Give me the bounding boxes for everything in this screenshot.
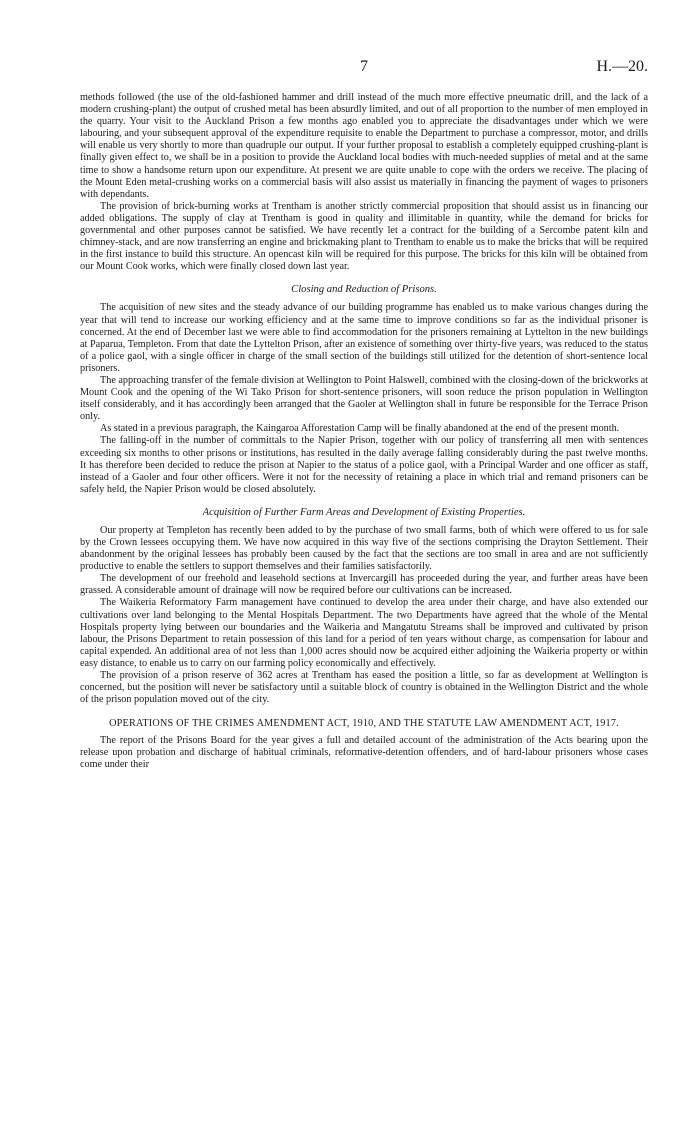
page-number: 7 [360, 58, 368, 75]
page-header [80, 58, 648, 80]
section-heading: OPERATIONS OF THE CRIMES AMENDMENT ACT, 1910, AND THE STATUTE LAW AMENDMENT ACT, 1917. [109, 718, 619, 730]
paragraph: As stated in a previous paragraph, the Kaingaroa Afforestation Camp will be finally abandoned at the end of the present month. [100, 423, 620, 435]
paragraph: The approaching transfer of the female division at Wellington to Point Halswell, combined with the closing-down of the brickworks at Mount Cook and the opening of the Wi Tako Prison for short-sentence prisoners, will soon reduce the prison population in Wellington itself considerably, and it has accordingly been arranged that the Gaoler at Wellington shall in future be responsible for the Terrace Prison only. [80, 374, 648, 423]
paragraph: The report of the Prisons Board for the year gives a full and detailed account of the administration of the Acts bearing upon the release upon probation and discharge of habitual criminals, reformative-detention offenders, and of hard-labour prisoners whose cases come under their [80, 734, 648, 770]
paragraph: The acquisition of new sites and the steady advance of our building programme has enabled us to make various changes during the year that will tend to increase our working efficiency and at the same time to improve conditions so far as the individual prisoner is concerned. At the end of December last we were able to find accommodation for the prisoners remaining at Lyttelton in the new buildings at Paparua, Templeton. From that date the Lyttelton Prison, after an existence of something over thirty-five years, was reduced to the status of a police gaol, with a single officer in charge of the small section of the buildings still utilized for the detention of short-sentence local prisoners. [80, 302, 648, 374]
paragraph: The Waikeria Reformatory Farm management have continued to develop the area under their charge, and have also extended our cultivations over land belonging to the Mental Hospitals Department. The two Departments have agreed that the whole of the Mental Hospitals property lying between our boundaries and the Waikeria and Mangatutu Streams shall be improved and cultivated by prison labour, the Prisons Department to retain possession of this land for a period of ten years without charge, as compensation for labour and capital expended. An additional area of not less than 1,000 acres should now be acquired either adjoining the Waikeria property or within easy distance, to enable us to carry on our farming policy economically and effectively. [80, 597, 648, 669]
section-heading: Closing and Reduction of Prisons. [291, 284, 437, 296]
paragraph: The provision of a prison reserve of 362 acres at Trentham has eased the position a little, so far as development at Wellington is concerned, but the position will never be satisfactory until a suitable block of country is obtained in the Wellington District and the whole of the prison population moved out of the city. [80, 670, 648, 706]
paragraph: methods followed (the use of the old-fashioned hammer and drill instead of the much more effective pneumatic drill, and the lack of a modern crushing-plant) the output of crushed metal has been absurdly limited, and out of all proportion to the number of men employed in the quarry. Your visit to the Auckland Prison a few months ago enabled you to appreciate the disadvantages under which we were labouring, and your subsequent approval of the expenditure requisite to enable the Department to purchase a compressor, motor, and drills will enable us very shortly to more than quadruple our output. If your further proposal to establish a completely equipped crushing-plant is finally given effect to, we shall be in a position to provide the Auckland local bodies with much-needed supplies of metal and at the same time to show a handsome return upon our expenditure. At present we are quite unable to cope with the orders we receive. The placing of the Mount Eden metal-crushing works on a commercial basis will also assist us materially in financing the payment of wages to prisoners with dependants. [80, 92, 648, 200]
document-body [80, 92, 648, 771]
paragraph: The falling-off in the number of committals to the Napier Prison, together with our policy of transferring all men with sentences exceeding six months to other prisons or institutions, has resulted in the daily average falling considerably during the past twelve months. It has therefore been decided to reduce the prison at Napier to the status of a police gaol, with a Principal Warder and one officer as staff, instead of a Gaoler and four other officers. Were it not for the necessity of retaining a place in which trial and remand prisoners can be safely held, the Napier Prison would be closed absolutely. [80, 435, 648, 495]
paragraph: The development of our freehold and leasehold sections at Invercargill has proceeded during the year, and further areas have been grassed. A considerable amount of drainage will now be required before our cultivations can be increased. [80, 573, 648, 597]
section-heading: Acquisition of Further Farm Areas and Development of Existing Properties. [202, 506, 526, 518]
paragraph: The provision of brick-burning works at Trentham is another strictly commercial proposition that should assist us in financing our added obligations. The supply of clay at Trentham is good in quality and illimitable in quantity, while the demand for bricks for governmental and other purposes cannot be satisfied. We have recently let a contract for the building of a Sercombe patent kiln and chimney-stack, and are now transferring an engine and brickmaking plant to Trentham to enable us to make the bricks that will be required in the first instance to build this structure. An opencast kiln will be required for this purpose. The bricks for this kiln will be obtained from our Mount Cook works, which were finally closed down last year. [80, 200, 648, 273]
paragraph: Our property at Templeton has recently been added to by the purchase of two small farms, both of which were offered to us for sale by the Crown lessees occupying them. We have now acquired in this way five of the sections comprising the Drayton Settlement. Their abandonment by the original lessees has probably been caused by the fact that the sections are too small in area and are not sufficiently productive to enable the settlers to support themselves and their families satisfactorily. [80, 524, 648, 573]
document-code: H.—20. [596, 58, 648, 75]
